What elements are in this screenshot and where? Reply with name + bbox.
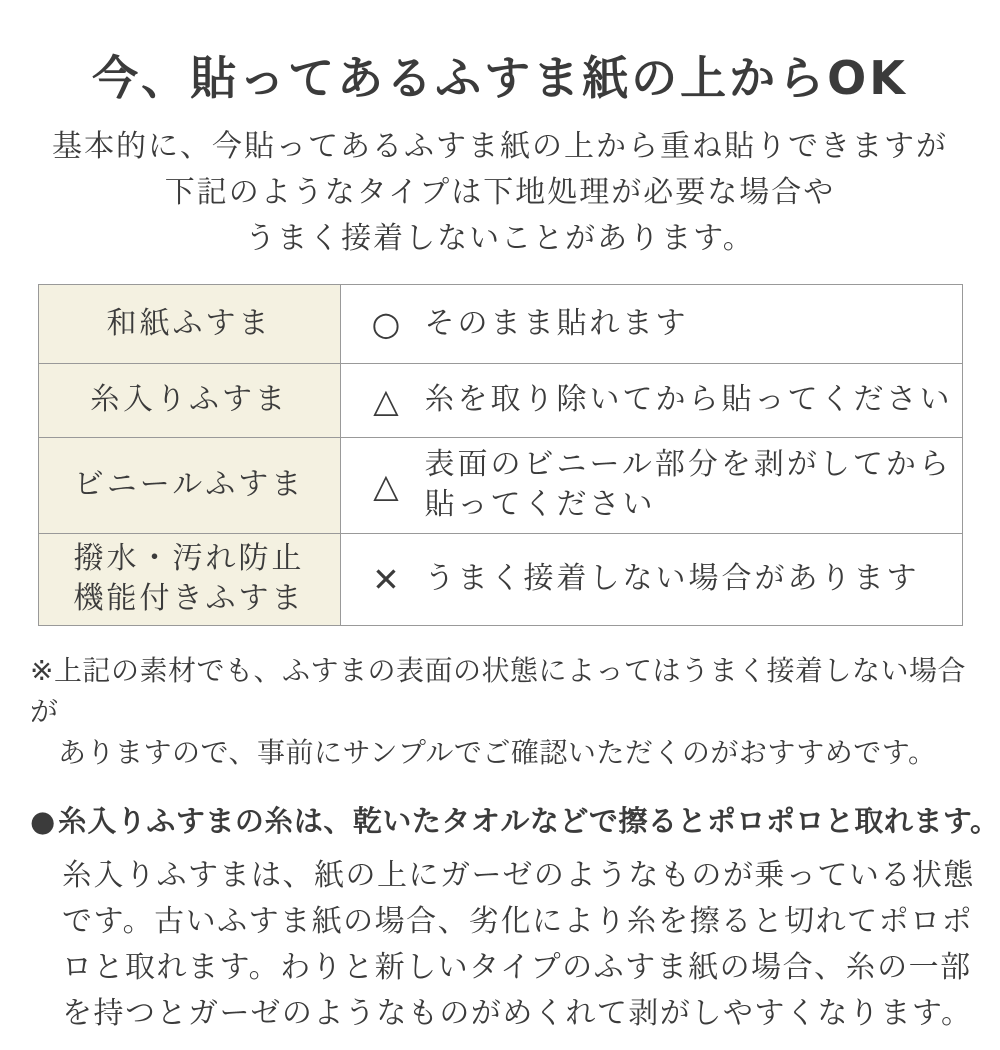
cross-symbol-icon: ✕ [372,559,403,599]
result-text: そのまま貼れます [424,305,689,341]
thread-note-heading-text: 糸入りふすまの糸は、乾いたタオルなどで擦るとポロポロと取れます。 [57,803,1000,838]
triangle-symbol-icon: △ [373,380,402,420]
footnote [30,650,980,773]
circle-symbol-icon: ○ [371,304,404,343]
type-label: 撥水・汚れ防止 [73,541,305,576]
type-label: 糸入りふすま [90,382,288,417]
intro-line: うまく接着しないことがあります。 [245,220,755,256]
footnote-line: ありますので、事前にサンプルでご確認いただくのがおすすめです。 [58,735,937,769]
type-label: ビニールふすま [73,467,305,502]
type-cell [38,284,340,363]
result-text: うまく接着しない場合があります [424,561,920,596]
type-cell [38,437,340,533]
body-line: を持つとガーゼのようなものがめくれて剥がしやすくなります。 [62,995,973,1031]
body-line: です。古いふすま紙の場合、劣化により糸を擦ると切れてポロポ [62,903,974,939]
intro-text [0,124,1000,262]
result-text: 糸を取り除いてから貼ってください [424,382,953,417]
thread-note-body [62,853,1000,1037]
type-cell [38,363,340,437]
table-row [38,284,962,363]
instruction-sheet [0,50,1000,1050]
reference-mark-icon: ※ [30,653,54,687]
table-row [38,363,962,437]
result-cell [340,363,962,437]
result-cell [340,437,962,533]
result-text: 表面のビニール部分を剥がしてから [424,447,952,482]
triangle-symbol-icon: △ [373,465,402,505]
body-line: 糸入りふすまは、紙の上にガーゼのようなものが乗っている状態 [62,857,975,893]
footnote-line: ※上記の素材でも、ふすまの表面の状態によってはうまく接着しない場合が [30,653,966,728]
table-row [38,437,962,533]
bullet-icon: ● [30,803,56,838]
result-cell [340,284,962,363]
result-text: 貼ってください [424,487,656,522]
intro-line: 下記のようなタイプは下地処理が必要な場合や [164,174,836,210]
type-label: 和紙ふすま [106,305,272,341]
intro-line: 基本的に、今貼ってあるふすま紙の上から重ね貼りできますが [52,128,948,164]
type-cell [38,533,340,625]
thread-note-heading [30,800,1000,842]
page-title: 今、貼ってあるふすま紙の上からOK [92,51,908,105]
body-line: ロと取れます。わりと新しいタイプのふすま紙の場合、糸の一部 [62,949,972,985]
table-row [38,533,962,625]
result-cell [340,533,962,625]
compatibility-table [38,284,963,626]
type-label: 機能付きふすま [73,581,305,616]
